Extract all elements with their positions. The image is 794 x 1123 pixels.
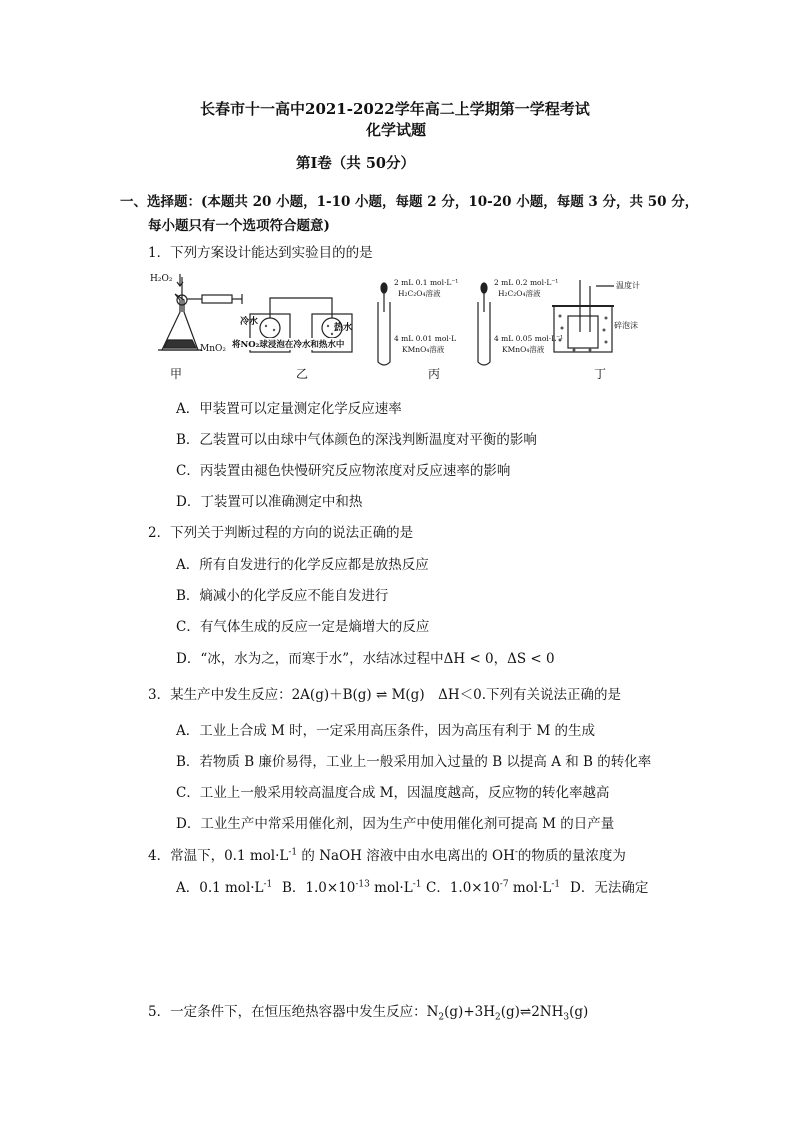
yi-hot-label: 热水	[334, 323, 353, 333]
exam-title: 长春市十一高中2021-2022学年高二上学期第一学程考试	[200, 100, 590, 118]
q4-stem-sup2: -	[514, 847, 518, 858]
q1-option-d: D．丁装置可以准确测定中和热	[176, 494, 363, 510]
q4-stem	[148, 844, 626, 864]
q5-sub3: 3	[563, 1012, 570, 1023]
jia-h2o2-label: H₂O₂	[150, 274, 173, 284]
q1-option-a: A．甲装置可以定量测定化学反应速率	[176, 401, 402, 417]
q4-opt-b-text: B．1.0×10	[282, 880, 356, 896]
q2-option-d: D．“冰，水为之，而寒于水”，水结冰过程中ΔH < 0，ΔS < 0	[176, 651, 555, 667]
q1-option-c: C．丙装置由褪色快慢研究反应物浓度对反应速率的影响	[176, 463, 511, 479]
q2-stem: 2．下列关于判断过程的方向的说法正确的是	[148, 525, 414, 541]
q5-stem-a: 5．一定条件下，在恒压绝热容器中发生反应：N	[148, 1004, 439, 1020]
q4-option-c	[426, 876, 560, 896]
q4-stem-sup: -1	[288, 847, 298, 858]
q4-opt-c-sup2: -1	[551, 879, 561, 890]
q5-stem-b: (g)+3H	[444, 1004, 495, 1020]
q4-opt-c-sup: -7	[499, 879, 509, 890]
q4-opt-a-sup: -1	[263, 879, 273, 890]
bing-t2-bot1: 4 mL 0.05 mol·L⁻¹	[494, 334, 564, 343]
yi-caption: 将NO₂球浸泡在冷水和热水中	[232, 340, 345, 350]
bing-t2-top2: H₂C₂O₄溶液	[498, 289, 541, 298]
figure-label-yi: 乙	[296, 367, 309, 381]
q4-option-b	[282, 876, 421, 896]
bing-t2-bot2: KMnO₄溶液	[502, 345, 545, 354]
ding-thermometer-label: 温度计	[616, 281, 640, 290]
q2-option-a: A．所有自发进行的化学反应都是放热反应	[176, 557, 429, 573]
q4-opt-a-text: A．0.1 mol·L	[176, 880, 264, 896]
bing-t1-top2: H₂C₂O₄溶液	[398, 289, 441, 298]
q3-option-c: C．工业上一般采用较高温度合成 M，因温度越高，反应物的转化率越高	[176, 785, 610, 801]
exam-subtitle: 化学试题	[366, 121, 427, 139]
figure-label-jia: 甲	[170, 367, 183, 381]
q3-option-d: D．工业生产中常采用催化剂，因为生产中使用催化剂可提高 M 的日产量	[176, 816, 615, 832]
bing-t1-top1: 2 mL 0.1 mol·L⁻¹	[394, 278, 459, 287]
q4-stem-c: 的物质的量浓度为	[517, 848, 626, 864]
q2-option-c: C．有气体生成的反应一定是熵增大的反应	[176, 619, 430, 635]
bing-t1-bot2: KMnO₄溶液	[402, 345, 445, 354]
q4-opt-c-unit: mol·L	[508, 880, 552, 896]
volume-heading: 第Ⅰ卷（共 50分）	[296, 155, 416, 172]
q5-stem	[148, 1000, 588, 1023]
q3-stem: 3．某生产中发生反应：2A(g)＋B(g) ⇌ M(g) ΔH＜0.下列有关说法正确的是	[148, 687, 621, 703]
yi-cold-label: 冷水	[240, 317, 259, 327]
q3-option-a: A．工业上合成 M 时，一定采用高压条件，因为高压有利于 M 的生成	[176, 723, 596, 739]
q4-stem-b: 的 NaOH 溶液中由水电离出的 OH	[297, 848, 515, 864]
q4-opt-b-sup: -13	[355, 879, 370, 890]
bing-t2-top1: 2 mL 0.2 mol·L⁻¹	[494, 278, 559, 287]
q4-option-a	[176, 876, 272, 896]
q3-option-b: B．若物质 B 廉价易得，工业上一般采用加入过量的 B 以提高 A 和 B 的转化率	[176, 754, 652, 770]
q1-stem: 1．下列方案设计能达到实验目的的是	[148, 245, 373, 261]
jia-mno2-label: MnO₂	[200, 344, 226, 354]
q4-stem-a: 4．常温下，0.1 mol·L	[148, 848, 289, 864]
q4-option-d: D．无法确定	[570, 880, 649, 896]
q4-opt-c-text: C．1.0×10	[426, 880, 500, 896]
q4-opt-b-sup2: -1	[412, 879, 422, 890]
q5-sub2: 2	[495, 1012, 501, 1023]
ding-foam-label: 碎泡沫	[614, 321, 638, 330]
apparatus-figure	[150, 272, 650, 382]
q2-option-b: B．熵减小的化学反应不能自发进行	[176, 588, 389, 604]
bing-t1-bot1: 4 mL 0.01 mol·L	[394, 334, 457, 343]
figure-label-ding: 丁	[594, 367, 607, 381]
q5-stem-c: (g)⇌2NH	[500, 1004, 564, 1020]
section-heading: 一、选择题：(本题共 20 小题，1-10 小题，每题 2 分，10-20 小题，每题 3 分，共 50 分，	[120, 194, 699, 210]
section-heading-cont: 每小题只有一个选项符合题意)	[148, 218, 330, 234]
q5-stem-d: (g)	[569, 1004, 589, 1020]
figure-label-bing: 丙	[428, 367, 441, 381]
q5-sub1: 2	[438, 1012, 445, 1023]
q4-opt-b-unit: mol·L	[369, 880, 413, 896]
q1-option-b: B．乙装置可以由球中气体颜色的深浅判断温度对平衡的影响	[176, 432, 537, 448]
